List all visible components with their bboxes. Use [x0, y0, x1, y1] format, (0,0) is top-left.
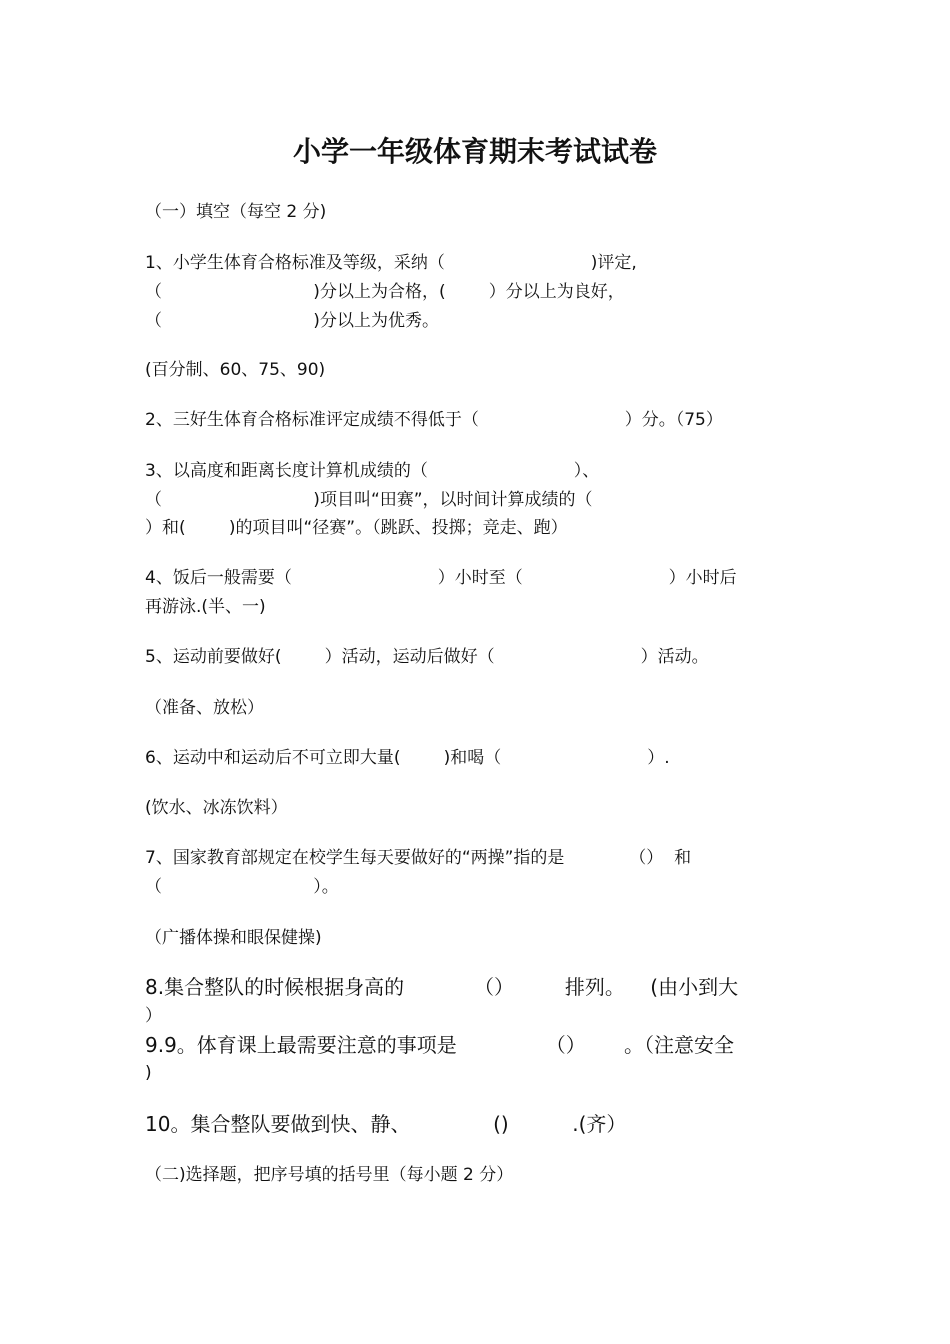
q2-line1: 2、三好生体育合格标准评定成绩不得低于（ ）分。（75） — [145, 410, 723, 430]
section1-header: （一）填空（每空 2 分) — [145, 202, 327, 222]
section2-header: （二)选择题，把序号填的括号里（每小题 2 分） — [145, 1165, 514, 1185]
page-title: 小学一年级体育期末考试试卷 — [292, 135, 657, 168]
q5-line1: 5、运动前要做好( ）活动，运动后做好（ ）活动。 — [145, 647, 709, 667]
q3-line3: ）和( )的项目叫“径赛”。（跳跃、投掷；竞走、跑） — [145, 518, 568, 538]
q7-line1: 7、国家教育部规定在校学生每天要做好的“两操”指的是 （） 和 — [145, 848, 692, 868]
q9-line1: 9.9。体育课上最需要注意的事项是 （） 。（注意安全 — [145, 1033, 734, 1057]
q1-line3: （ )分以上为优秀。 — [145, 311, 439, 331]
q6-answer: (饮水、冰冻饮料） — [145, 798, 288, 818]
q1-line2: （ )分以上为合格，( ）分以上为良好， — [145, 282, 625, 302]
q7-line2: （ ）。 — [145, 877, 339, 897]
q4-line1: 4、饭后一般需要（ ）小时至（ ）小时后 — [145, 568, 737, 588]
q6-line1: 6、运动中和运动后不可立即大量( )和喝（ ）. — [145, 748, 670, 768]
q9-line2: ) — [145, 1063, 152, 1083]
q3-line2: （ )项目叫“田赛”，以时间计算成绩的（ — [145, 490, 593, 510]
q8-line2: ） — [145, 1006, 162, 1026]
q5-answer: （准备、放松） — [145, 698, 264, 718]
q1-line1: 1、小学生体育合格标准及等级，采纳（ )评定, — [145, 253, 637, 273]
q3-line1: 3、以高度和距离长度计算机成绩的（ ）、 — [145, 461, 600, 481]
q10-line1: 10。集合整队要做到快、静、 () .(齐） — [145, 1112, 627, 1136]
q1-answer: (百分制、60、75、90) — [145, 360, 326, 380]
q7-answer: （广播体操和眼保健操) — [145, 928, 322, 948]
q8-line1: 8.集合整队的时候根据身高的 （） 排列。 (由小到大 — [145, 975, 739, 999]
q4-line2: 再游泳.(半、一) — [145, 597, 266, 617]
